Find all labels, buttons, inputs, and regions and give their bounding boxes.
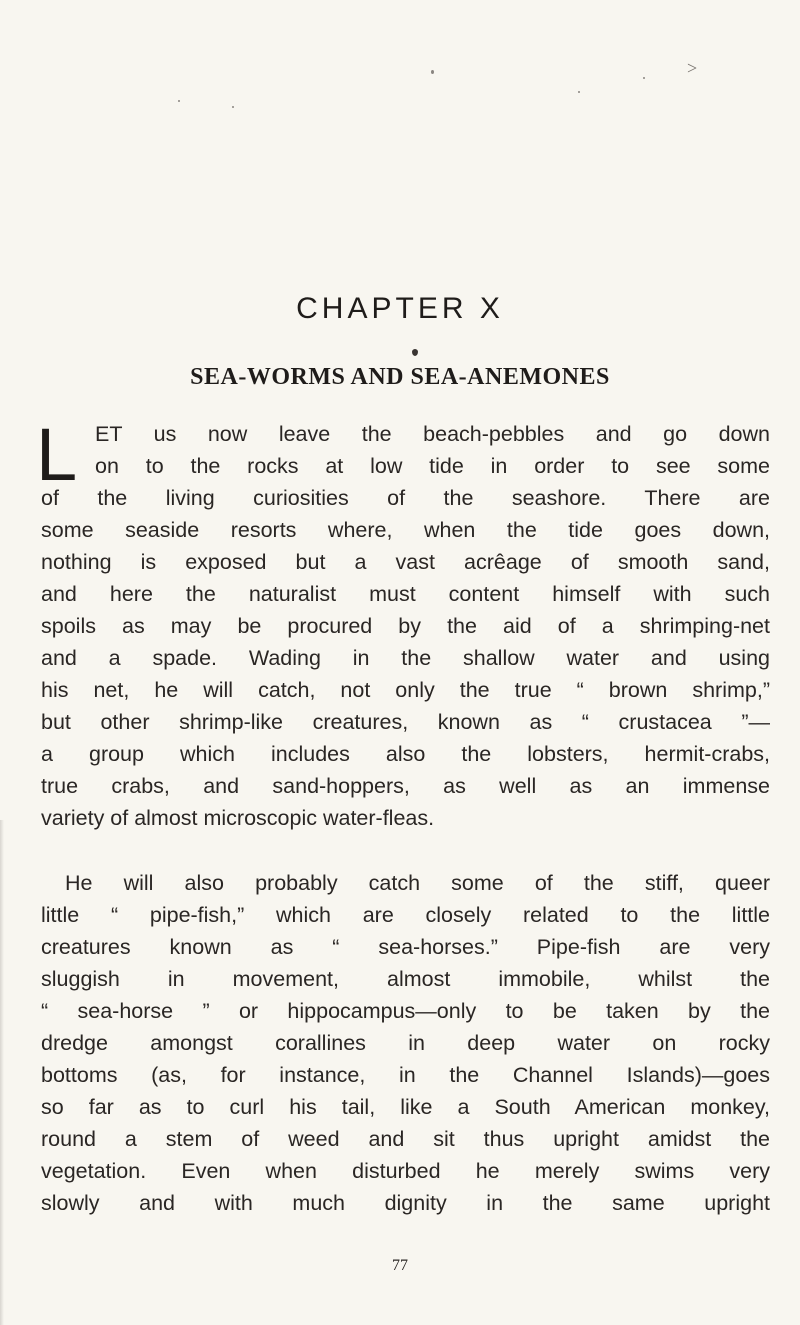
paper-speck [178, 100, 180, 102]
text-line: some seaside resorts where, when the tide goes down, [41, 518, 770, 542]
text-line: true crabs, and sand-hoppers, as well as an immense [41, 774, 770, 798]
paper-speck [232, 106, 234, 108]
text-line: sluggish in movement, almost immobile, whilst the [41, 967, 770, 991]
text-line: slowly and with much dignity in the same upright [41, 1191, 770, 1215]
chapter-heading: CHAPTER X [296, 292, 504, 325]
drop-cap: L [36, 413, 78, 496]
paper-speck [578, 91, 580, 93]
text-line: bottoms (as, for instance, in the Channel Islands)—goes [41, 1063, 770, 1087]
page-edge-shadow [0, 820, 4, 1325]
text-line: creatures known as “ sea-horses.” Pipe-fish are very [41, 935, 770, 959]
chapter-title: SEA-WORMS AND SEA-ANEMONES [190, 364, 610, 390]
text-line: He will also probably catch some of the stiff, queer [65, 871, 770, 895]
corner-mark: > [687, 58, 698, 78]
paper-speck [431, 70, 434, 74]
text-line: and a spade. Wading in the shallow water and using [41, 646, 770, 670]
text-line: vegetation. Even when disturbed he merely swims very [41, 1159, 770, 1183]
text-line: variety of almost microscopic water-fleas. [41, 806, 435, 830]
text-line: a group which includes also the lobsters, hermit-crabs, [41, 742, 770, 766]
text-line: ET us now leave the beach-pebbles and go down [95, 422, 770, 446]
paper-speck [643, 77, 645, 79]
text-line: and here the naturalist must content himself with such [41, 582, 770, 606]
text-line: nothing is exposed but a vast acrêage of smooth sand, [41, 550, 770, 574]
text-line: round a stem of weed and sit thus upright amidst the [41, 1127, 770, 1151]
ornament-dot [412, 349, 418, 356]
text-line: so far as to curl his tail, like a South American monkey, [41, 1095, 770, 1119]
text-line: little “ pipe-fish,” which are closely related to the little [41, 903, 770, 927]
text-line: spoils as may be procured by the aid of a shrimping-net [41, 614, 770, 638]
text-line: but other shrimp-like creatures, known as “ crustacea ”— [41, 710, 770, 734]
text-line: of the living curiosities of the seashore. There are [41, 486, 770, 510]
page-number: 77 [392, 1257, 408, 1274]
text-line: on to the rocks at low tide in order to see some [95, 454, 770, 478]
text-line: dredge amongst corallines in deep water on rocky [41, 1031, 770, 1055]
text-line: his net, he will catch, not only the true “ brown shrimp,” [41, 678, 770, 702]
text-line: “ sea-horse ” or hippocampus—only to be taken by the [41, 999, 770, 1023]
